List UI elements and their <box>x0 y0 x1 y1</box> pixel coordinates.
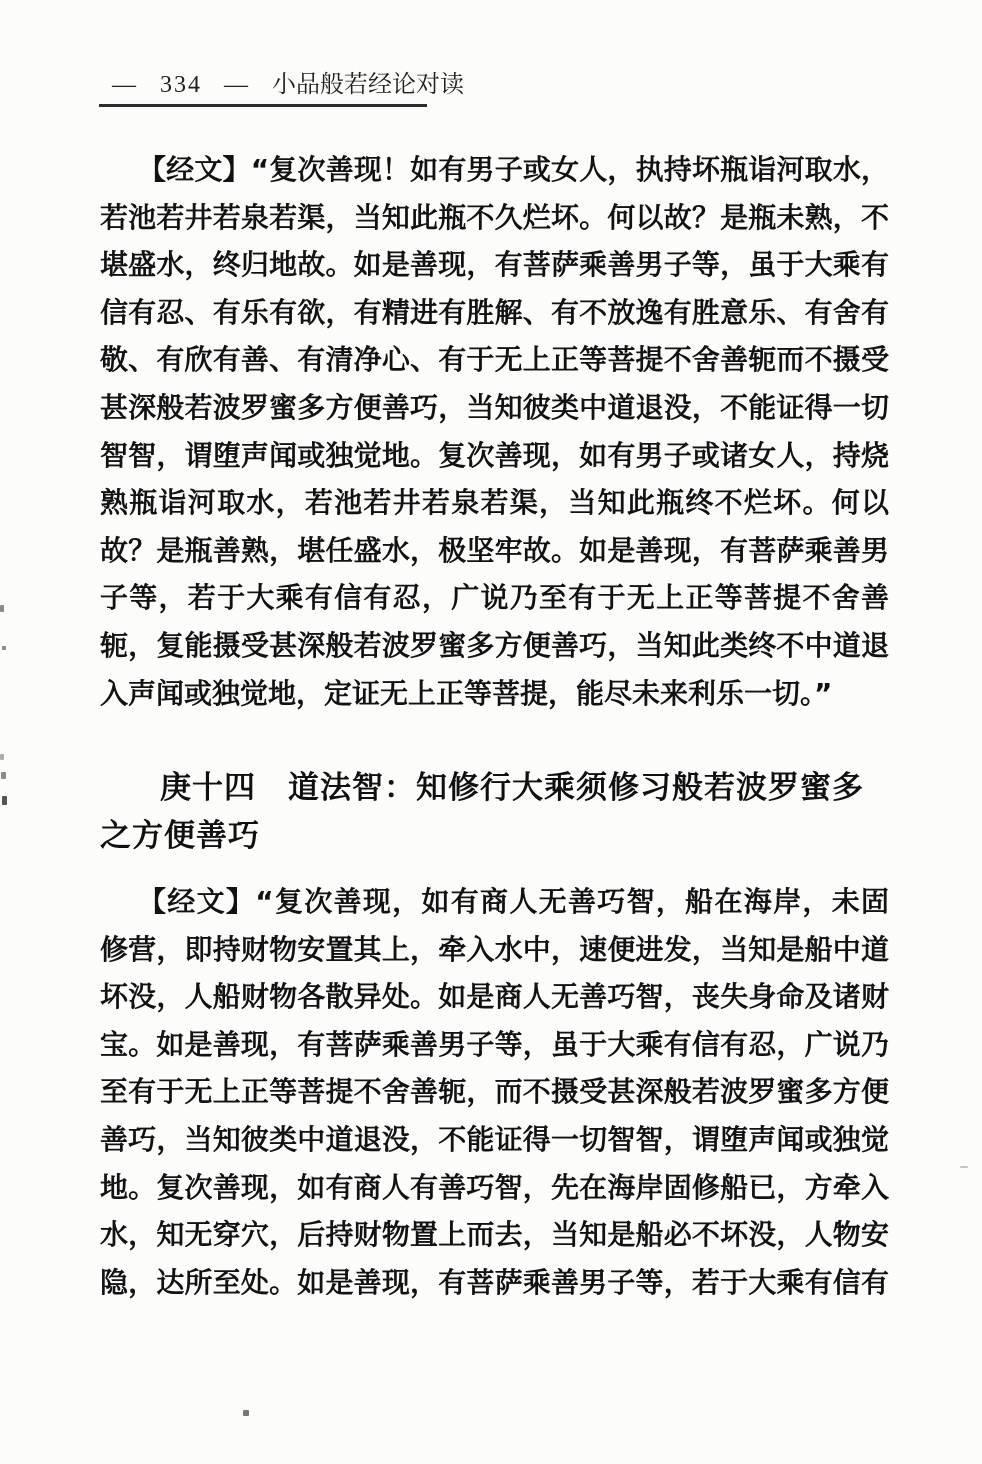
text-line: 熟瓶诣河取水，若池若井若泉若渠，当知此瓶终不烂坏。何以 <box>100 486 889 520</box>
text-line: 隐，达所至处。如是善现，有菩萨乘善男子等，若于大乘有信有 <box>100 1265 889 1299</box>
page-number: — 334 — <box>112 72 250 98</box>
text-line: 地。复次善现，如有商人有善巧智，先在海岸固修船已，方牵入 <box>100 1170 889 1204</box>
text-line: 堪盛水，终归地故。如是善现，有菩萨乘善男子等，虽于大乘有 <box>100 248 889 282</box>
text-line: 善巧，当知彼类中道退没，不能证得一切智智，谓堕声闻或独觉 <box>100 1122 889 1156</box>
text-line: 信有忍、有乐有欲，有精进有胜解、有不放逸有胜意乐、有舍有 <box>100 295 889 329</box>
header-rule <box>99 104 427 107</box>
running-head <box>112 70 464 100</box>
text-line: 智智，谓堕声闻或独觉地。复次善现，如有男子或诸女人，持烧 <box>100 438 889 472</box>
text-line: 子等，若于大乘有信有忍，广说乃至有于无上正等菩提不舍善 <box>100 581 889 615</box>
text-line: 故？是瓶善熟，堪任盛水，极坚牢故。如是善现，有菩萨乘善男 <box>100 533 889 567</box>
text-line: 甚深般若波罗蜜多方便善巧，当知彼类中道退没，不能证得一切 <box>100 390 889 424</box>
scan-speck <box>2 796 7 805</box>
text-line: 入声闻或独觉地，定证无上正等菩提，能尽未来利乐一切。” <box>100 676 833 710</box>
text-line: 轭，复能摄受甚深般若波罗蜜多方便善巧，当知此类终不中道退 <box>100 628 889 662</box>
text-line: 至有于无上正等菩提不舍善轭，而不摄受甚深般若波罗蜜多方便 <box>100 1075 889 1109</box>
scan-speck <box>960 1166 968 1168</box>
scan-speck <box>0 754 4 760</box>
text-line: 【经文】“复次善现，如有商人无善巧智，船在海岸，未固 <box>138 885 889 918</box>
section-heading <box>100 764 900 860</box>
scan-speck <box>1 772 6 779</box>
text-line: 修营，即持财物安置其上，牵入水中，速便进发，当知是船中道 <box>100 932 889 966</box>
scan-speck <box>0 605 4 612</box>
text-line: 若池若井若泉若渠，当知此瓶不久烂坏。何以故？是瓶未熟，不 <box>100 200 889 234</box>
text-line: 敬、有欣有善、有清净心、有于无上正等菩提不舍善轭而不摄受 <box>100 343 889 377</box>
scan-speck <box>2 646 6 650</box>
sutra-paragraph-2 <box>100 878 889 1306</box>
text-line: 宝。如是善现，有菩萨乘善男子等，虽于大乘有信有忍，广说乃 <box>100 1027 889 1061</box>
text-line: 水，知无穿穴，后持财物置上而去，当知是船必不坏没，人物安 <box>100 1218 889 1252</box>
text-line: 【经文】“复次善现！如有男子或女人，执持坏瓶诣河取水， <box>138 153 889 186</box>
text-line: 坏没，人船财物各散异处。如是商人无善巧智，丧失身命及诸财 <box>100 980 889 1014</box>
book-title: 小品般若经论对读 <box>272 72 464 98</box>
sutra-paragraph-1 <box>100 146 889 717</box>
scan-speck <box>243 1410 249 1416</box>
section-heading-line: 之方便善巧 <box>100 818 260 854</box>
section-heading-line: 庚十四 道法智：知修行大乘须修习般若波罗蜜多 <box>160 770 864 806</box>
